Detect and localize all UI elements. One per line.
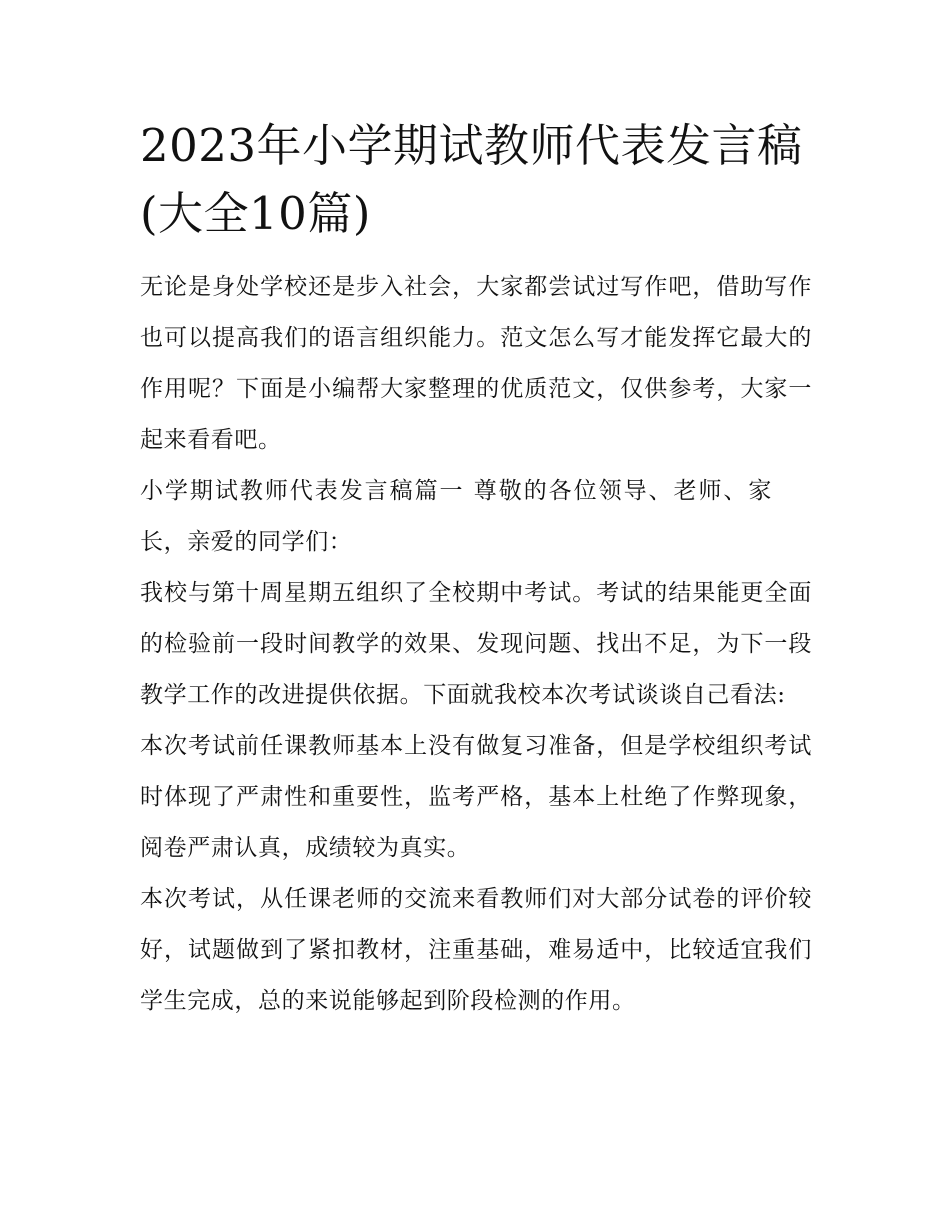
document-title: 2023年小学期试教师代表发言稿(大全10篇) — [140, 119, 803, 240]
paragraph-exam-preparation: 本次考试前任课教师基本上没有做复习准备，但是学校组织考试时体现了严肃性和重要性，监考严格，基本上杜绝了作弊现象，阅卷严肃认真，成绩较为真实。 — [140, 733, 812, 861]
paragraph-exam-evaluation: 本次考试，从任课老师的交流来看教师们对大部分试卷的评价较好，试题做到了紧扣教材，注重基础，难易适中，比较适宜我们学生完成，总的来说能够起到阶段检测的作用。 — [140, 886, 812, 1014]
paragraph-greeting: 小学期试教师代表发言稿篇一 尊敬的各位领导、老师、家长，亲爱的同学们： — [140, 478, 772, 555]
paragraph-intro: 无论是身处学校还是步入社会，大家都尝试过写作吧，借助写作也可以提高我们的语言组织能力。范文怎么写才能发挥它最大的作用呢？下面是小编帮大家整理的优质范文，仅供参考，大家一起来看看吧。 — [140, 274, 812, 453]
document-page — [140, 112, 812, 1027]
paragraph-exam-overview: 我校与第十周星期五组织了全校期中考试。考试的结果能更全面的检验前一段时间教学的效果、发现问题、找出不足，为下一段教学工作的改进提供依据。下面就我校本次考试谈谈自己看法: — [140, 580, 812, 708]
